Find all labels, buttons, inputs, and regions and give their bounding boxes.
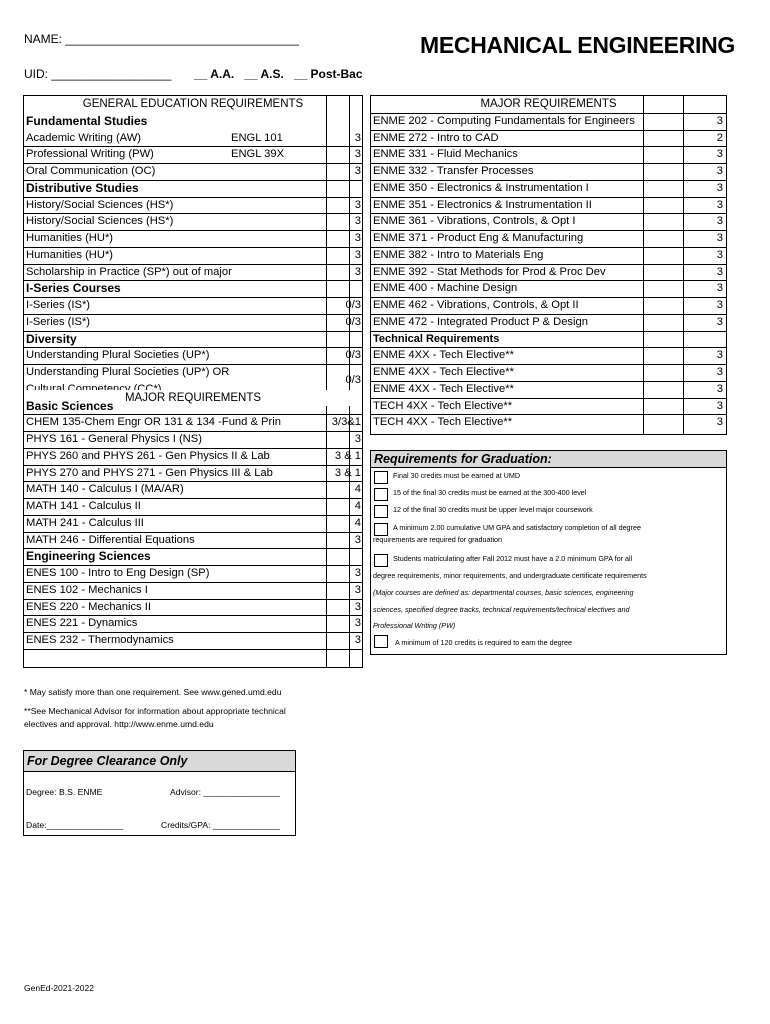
credits-gpa-field[interactable]: Credits/GPA: ______________ — [161, 820, 280, 830]
clearance-degree: Degree: B.S. ENME — [26, 787, 103, 797]
course-name: ENME 462 - Vibrations, Controls, & Opt II — [373, 299, 579, 311]
table-row — [371, 163, 726, 180]
credits-value: 3 — [716, 198, 723, 211]
credits-value: 3 — [354, 634, 361, 646]
credits-value: 2 — [716, 131, 723, 144]
grad-item-6: A minimum of 120 credits is required to earn the degree — [395, 638, 572, 647]
course-name: ENME 351 - Electronics & Instrumentation II — [373, 198, 592, 211]
credits-value: 3 & 1 — [334, 466, 361, 479]
credits-value: 3 — [716, 181, 723, 194]
credits-value: 3 — [716, 315, 723, 328]
footnote-1: * May satisfy more than one requirement. See www.gened.umd.edu — [24, 687, 282, 697]
grad-item-3: 12 of the final 30 credits must be upper level major coursework — [393, 505, 593, 514]
credits-value: 3 — [354, 198, 361, 211]
table-row — [24, 615, 362, 632]
checkbox-upper-level[interactable] — [374, 505, 388, 518]
table-row — [24, 264, 362, 281]
credits-value: 3 — [354, 248, 361, 261]
degree-clearance-box — [23, 750, 296, 836]
table-row — [24, 230, 362, 247]
section-fundamental-studies — [24, 113, 362, 130]
credits-value: 3 — [354, 148, 361, 161]
degree-options[interactable]: __ A.A. __ A.S. __ Post-Bac — [194, 67, 363, 81]
requirement-name: MATH 241 - Calculus III — [26, 516, 144, 529]
table-row — [371, 264, 726, 281]
table-row — [371, 247, 726, 264]
graduation-title: Requirements for Graduation: — [371, 451, 726, 468]
credits-value: 3/3&1 — [331, 416, 361, 429]
section-engineering-sciences — [24, 548, 362, 565]
requirement-name: PHYS 161 - General Physics I (NS) — [26, 433, 202, 445]
table-row — [371, 197, 726, 214]
table-row — [371, 146, 726, 163]
table-row — [24, 163, 362, 180]
credits-value: 4 — [354, 516, 361, 529]
section-basic-sciences — [24, 398, 362, 415]
requirement-name: History/Social Sciences (HS*) — [26, 198, 174, 211]
checkbox-120-credits[interactable] — [374, 635, 388, 648]
credits-value: 3 — [716, 232, 723, 244]
requirement-name: ENES 232 - Thermodynamics — [26, 634, 174, 646]
credits-value: 3 — [354, 533, 361, 546]
gen-ed-table — [23, 95, 363, 668]
credits-value: 3 — [354, 265, 361, 278]
table-row — [371, 280, 726, 297]
credits-value: 3 — [354, 617, 361, 630]
credits-value: 3 — [354, 232, 361, 244]
course-name: ENME 331 - Fluid Mechanics — [373, 148, 518, 161]
row-divider — [24, 649, 362, 650]
table-row — [24, 532, 362, 549]
requirement-name: MATH 141 - Calculus II — [26, 500, 141, 512]
requirement-name: Oral Communication (OC) — [26, 165, 156, 177]
requirement-name: Scholarship in Practice (SP*) out of major — [26, 265, 232, 278]
section-diversity-label: Diversity — [26, 331, 77, 346]
table-row — [24, 347, 362, 364]
requirement-name: Understanding Plural Societies (UP*) — [26, 349, 210, 362]
uid-field[interactable]: UID: __________________ — [24, 67, 172, 81]
credits-value: 3 — [354, 600, 361, 613]
table-row — [24, 565, 362, 582]
course-name: ENME 400 - Machine Design — [373, 282, 518, 295]
table-row — [24, 465, 362, 482]
course-name: ENME 382 - Intro to Materials Eng — [373, 248, 544, 261]
credits-value: 3 — [354, 165, 361, 177]
clearance-title: For Degree Clearance Only — [24, 751, 295, 772]
graduation-requirements-box — [370, 450, 727, 655]
credits-value: 3 — [716, 349, 723, 362]
requirement-name: PHYS 260 and PHYS 261 - Gen Physics II & Lab — [26, 449, 270, 462]
section-technical-requirements-label: Technical Requirements — [373, 332, 500, 345]
table-row — [24, 297, 362, 314]
requirement-name: ENES 102 - Mechanics I — [26, 583, 148, 596]
grad-item-4b: requirements are required for graduation — [373, 535, 503, 544]
section-distributive-studies-label: Distributive Studies — [26, 180, 139, 195]
course-name: ENME 350 - Electronics & Instrumentation I — [373, 181, 589, 194]
credits-value: 3 — [354, 131, 361, 144]
table-row — [24, 146, 362, 163]
credits-value: 0/3 — [345, 315, 361, 328]
grad-note-1: (Major courses are defined as: departmental courses, basic sciences, engineering — [373, 588, 634, 597]
table-row — [371, 314, 726, 331]
grad-note-3: Professional Writing (PW) — [373, 621, 456, 630]
credits-value: 3 — [716, 299, 723, 311]
table-row — [371, 398, 726, 415]
grad-note-2: sciences, specified degree tracks, technical requirements/technical electives and — [373, 605, 630, 614]
grad-item-4a: A minimum 2.00 cumulative UM GPA and satisfactory completion of all degree — [393, 523, 641, 532]
requirement-name: Understanding Plural Societies (UP*) OR — [26, 366, 230, 378]
credits-value: 3 — [716, 282, 723, 295]
checkbox-300-400-level[interactable] — [374, 488, 388, 501]
credits-value: 3 & 1 — [334, 449, 361, 462]
table-row — [24, 314, 362, 331]
course-code: ENGL 101 — [231, 131, 283, 144]
requirement-name: CHEM 135-Chem Engr OR 131 & 134 -Fund & Prin — [26, 416, 281, 429]
course-name: TECH 4XX - Tech Elective** — [373, 399, 513, 412]
checkbox-final-30[interactable] — [374, 471, 388, 484]
table-row — [24, 632, 362, 649]
course-name: ENME 392 - Stat Methods for Prod & Proc Dev — [373, 265, 606, 278]
course-name: ENME 272 - Intro to CAD — [373, 131, 499, 144]
table-row — [371, 130, 726, 147]
credits-value: 0/3 — [345, 349, 361, 362]
requirement-name: Academic Writing (AW) — [26, 131, 141, 144]
gen-ed-heading: GENERAL EDUCATION REQUIREMENTS — [82, 98, 304, 110]
major-requirements-subheading: MAJOR REQUIREMENTS — [24, 390, 362, 407]
requirement-name: ENES 220 - Mechanics II — [26, 600, 151, 613]
course-name: TECH 4XX - Tech Elective** — [373, 416, 513, 429]
requirement-name: I-Series (IS*) — [26, 315, 91, 328]
section-distributive-studies — [24, 180, 362, 197]
table-row — [24, 247, 362, 264]
section-diversity — [24, 331, 362, 348]
credits-value: 3 — [716, 248, 723, 261]
course-name: ENME 202 - Computing Fundamentals for Engineers — [373, 114, 635, 127]
advisor-field[interactable]: Advisor: ________________ — [170, 787, 280, 797]
credits-value: 3 — [716, 114, 723, 127]
table-row — [371, 297, 726, 314]
table-row — [24, 599, 362, 616]
major-table — [370, 95, 727, 435]
section-technical-requirements — [371, 331, 726, 348]
table-row — [371, 213, 726, 230]
credits-value: 3 — [716, 148, 723, 161]
credits-value: 3 — [354, 567, 361, 579]
requirement-name: ENES 221 - Dynamics — [26, 617, 138, 630]
grad-item-1: Final 30 credits must be earned at UMD — [393, 471, 521, 480]
credits-value: 3 — [716, 366, 723, 378]
grad-item-5a: Students matriculating after Fall 2012 must have a 2.0 minimum GPA for all — [393, 554, 633, 563]
table-row — [371, 113, 726, 130]
major-heading: MAJOR REQUIREMENTS — [480, 98, 617, 110]
name-field[interactable]: NAME: ___________________________________ — [24, 32, 299, 46]
requirement-name: MATH 140 - Calculus I (MA/AR) — [26, 483, 184, 496]
date-field[interactable]: Date:________________ — [26, 820, 124, 830]
table-row — [371, 347, 726, 364]
credits-value: 4 — [354, 483, 361, 496]
checkbox-matriculation[interactable] — [374, 554, 388, 567]
table-row — [371, 230, 726, 247]
footnote-2: **See Mechanical Advisor for information about appropriate technical — [24, 706, 286, 716]
form-version: GenEd-2021-2022 — [24, 983, 94, 993]
section-basic-sciences-label: Basic Sciences — [26, 398, 114, 413]
table-row — [371, 180, 726, 197]
table-row — [24, 213, 362, 230]
course-name: ENME 371 - Product Eng & Manufacturing — [373, 232, 584, 244]
course-name: ENME 361 - Vibrations, Controls, & Opt I — [373, 215, 576, 228]
page-title: MECHANICAL ENGINEERING — [420, 32, 735, 58]
table-row — [24, 515, 362, 532]
table-row — [24, 414, 362, 431]
table-row — [24, 197, 362, 214]
credits-value: 0/3 — [345, 374, 361, 386]
credits-value: 3 — [354, 433, 361, 445]
table-row — [24, 448, 362, 465]
footnote-3: electives and approval. http://www.enme.umd.edu — [24, 719, 214, 729]
requirement-name: Professional Writing (PW) — [26, 148, 154, 161]
course-name: ENME 4XX - Tech Elective** — [373, 366, 514, 378]
credits-value: 0/3 — [345, 299, 361, 311]
course-code: ENGL 39X — [231, 148, 285, 161]
course-name: ENME 4XX - Tech Elective** — [373, 349, 514, 362]
course-name: ENME 332 - Transfer Processes — [373, 165, 534, 177]
requirement-name: ENES 100 - Intro to Eng Design (SP) — [26, 567, 210, 579]
grad-item-5b: degree requirements, minor requirements, and undergraduate certificate requirements — [373, 571, 647, 580]
credits-value: 3 — [716, 399, 723, 412]
requirement-name: Humanities (HU*) — [26, 248, 114, 261]
table-row — [24, 431, 362, 448]
credits-value: 4 — [354, 500, 361, 512]
credits-value: 3 — [716, 215, 723, 228]
section-iseries-label: I-Series Courses — [26, 281, 121, 296]
section-iseries — [24, 280, 362, 297]
credits-value: 3 — [354, 215, 361, 228]
credits-value: 3 — [716, 165, 723, 177]
course-name: ENME 4XX - Tech Elective** — [373, 382, 514, 395]
table-row — [24, 481, 362, 498]
grad-item-2: 15 of the final 30 credits must be earned at the 300-400 level — [393, 488, 587, 497]
requirement-name: MATH 246 - Differential Equations — [26, 533, 195, 546]
table-row — [371, 414, 726, 431]
credits-value: 3 — [716, 265, 723, 278]
requirement-name: History/Social Sciences (HS*) — [26, 215, 174, 228]
requirement-name: Humanities (HU*) — [26, 232, 114, 244]
course-name: ENME 472 - Integrated Product P & Design — [373, 315, 588, 328]
credits-value: 3 — [354, 583, 361, 596]
credits-value: 3 — [716, 382, 723, 395]
table-row — [371, 381, 726, 398]
table-row — [24, 498, 362, 515]
table-row — [24, 582, 362, 599]
credits-value: 3 — [716, 416, 723, 429]
table-row — [371, 364, 726, 381]
section-fundamental-studies-label: Fundamental Studies — [26, 113, 148, 128]
requirement-name: PHYS 270 and PHYS 271 - Gen Physics III & Lab — [26, 466, 273, 479]
section-engineering-sciences-label: Engineering Sciences — [26, 549, 151, 564]
requirement-name: I-Series (IS*) — [26, 299, 91, 311]
table-row — [24, 130, 362, 147]
